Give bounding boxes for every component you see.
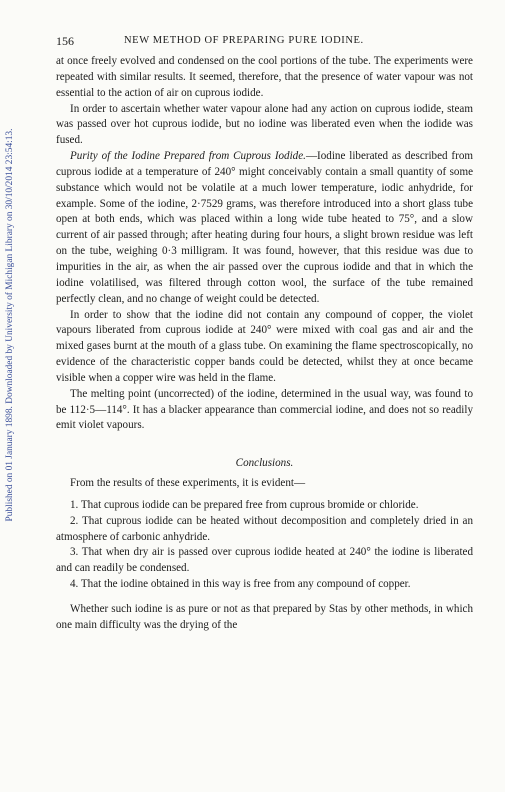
- paragraph-continued: at once freely evolved and condensed on the cool portions of the tube. The experiments were repeated with similar results. It seemed, therefore, that the presence of water vapour was not essential to the action of air on cuprous iodide.: [56, 55, 473, 99]
- paragraph-final: Whether such iodine is as pure or not as that prepared by Stas by other methods, in which one main difficulty was the drying of the: [56, 603, 473, 631]
- download-watermark: [4, 30, 16, 620]
- running-title: NEW METHOD OF PREPARING PURE IODINE.: [124, 35, 364, 46]
- download-watermark-text: Published on 01 January 1898. Downloaded by University of Michigan Library on 30/10/2014 23:54:13.: [5, 128, 15, 522]
- page-number: 156: [56, 34, 74, 48]
- paragraph-steam-test: In order to ascertain whether water vapour alone had any action on cuprous iodide, steam was passed over hot cuprous iodide, but no iodine was liberated even when the iodide was fused.: [56, 102, 473, 147]
- paragraph-copper-test: In order to show that the iodine did not contain any compound of copper, the violet vapours liberated from cuprous iodide at 240° were mixed with coal gas and air and the mixed gases burnt at the mouth of a glass tube. On examining the flame spectroscopically, no evidence of the characteristic copper bands could be detected, whilst they at once became visible when a copper wire was held in the flame.: [56, 308, 473, 384]
- article-body: [56, 54, 473, 634]
- conclusion-item-4: 4. That the iodine obtained in this way is free from any compound of copper.: [70, 578, 411, 591]
- paragraph-purity: [56, 149, 473, 307]
- conclusions-intro: From the results of these experiments, it is evident—: [70, 477, 306, 490]
- purity-section-body: —Iodine liberated as described from cuprous iodide at a temperature of 240° might conceivably contain a small quantity of some substance which would not be volatile at a much lower temperature, iodic anhydride, for example. Some of the iodine, 2·7529 grams, was therefore introduced into a short glass tube open at both ends, which was placed within a long wide tube heated to 75°, and a slow current of air passed through; after heating during four hours, a slight brown residue was left on the tube, weighing 0·3 milligram. It was found, however, that this residue was due to impurities in the air, as when the air passed over the cuprous iodide and that in which the iodine volatilised, was filtered through cotton wool, the surface of the tube remained perfectly clean, and no change of weight could be detected.: [56, 150, 473, 305]
- running-header: [56, 34, 476, 48]
- conclusion-item-3: 3. That when dry air is passed over cuprous iodide heated at 240° the iodine is liberated and can readily be condensed.: [56, 546, 473, 575]
- purity-section-title: Purity of the Iodine Prepared from Cuprous Iodide.: [70, 150, 306, 163]
- conclusion-item-1: 1. That cuprous iodide can be prepared free from cuprous bromide or chloride.: [70, 498, 419, 511]
- conclusions-heading: Conclusions.: [235, 457, 294, 470]
- conclusion-item-2: 2. That cuprous iodide can be heated without decomposition and completely dried in an atmosphere of carbonic anhydride.: [56, 514, 473, 543]
- paragraph-melting-point: The melting point (uncorrected) of the iodine, determined in the usual way, was found to be 112·5—114°. It has a blacker appearance than commercial iodine, and does not so readily emit violet vapours.: [56, 387, 473, 432]
